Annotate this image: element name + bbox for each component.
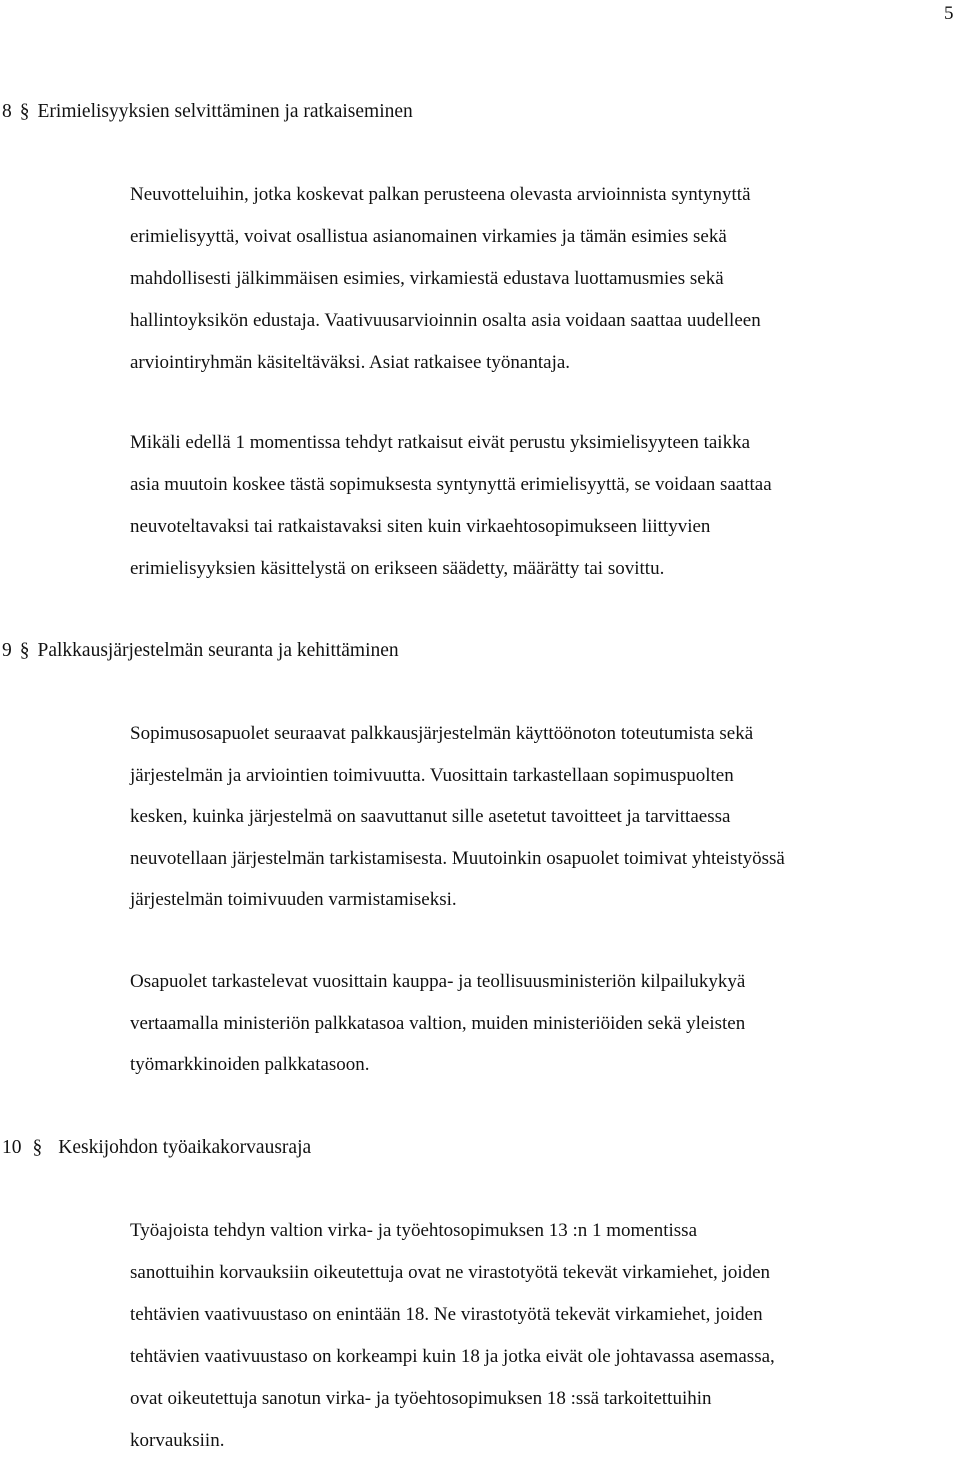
section-number: 9 bbox=[2, 640, 12, 661]
text-line: tehtävien vaativuustaso on enintään 18. Ne virastotyötä tekevät virkamiehet, joiden bbox=[130, 1304, 763, 1325]
text-line: neuvotellaan järjestelmän tarkistamisesta. Muutoinkin osapuolet toimivat yhteistyössä bbox=[130, 847, 785, 869]
section-title: Palkkausjärjestelmän seuranta ja kehittäminen bbox=[37, 640, 399, 661]
text-line: erimielisyyttä, voivat osallistua asianomainen virkamies ja tämän esimies sekä bbox=[130, 226, 727, 247]
text-line: vertaamalla ministeriön palkkatasoa valtion, muiden ministeriöiden sekä yleisten bbox=[130, 1012, 746, 1034]
text-line: järjestelmän ja arviointien toimivuutta. Vuosittain tarkastellaan sopimuspuolten bbox=[130, 764, 734, 786]
text-line: työmarkkinoiden palkkatasoon. bbox=[130, 1054, 370, 1075]
text-line: Neuvotteluihin, jotka koskevat palkan perusteena olevasta arvioinnista syntynyttä bbox=[130, 184, 751, 205]
text-line: asia muutoin koskee tästä sopimuksesta syntynyttä erimielisyyttä, se voidaan saattaa bbox=[130, 474, 772, 495]
text-line: neuvoteltavaksi tai ratkaistavaksi siten kuin virkaehtosopimukseen liittyvien bbox=[130, 516, 711, 537]
section-symbol: § bbox=[19, 101, 30, 122]
section-heading-9 bbox=[2, 638, 399, 664]
text-line: järjestelmän toimivuuden varmistamiseksi. bbox=[130, 889, 457, 910]
section-heading-8 bbox=[2, 99, 413, 125]
text-line: ovat oikeutettuja sanotun virka- ja työehtosopimuksen 18 :ssä tarkoitettuihin bbox=[130, 1388, 712, 1409]
page-number: 5 bbox=[944, 3, 954, 24]
text-line: hallintoyksikön edustaja. Vaativuusarvioinnin osalta asia voidaan saattaa uudelleen bbox=[130, 310, 761, 331]
text-line: Sopimusosapuolet seuraavat palkkausjärjestelmän käyttöönoton toteutumista sekä bbox=[130, 723, 754, 744]
section-title: Erimielisyyksien selvittäminen ja ratkaiseminen bbox=[37, 101, 413, 122]
section-symbol: § bbox=[19, 640, 30, 661]
text-line: Osapuolet tarkastelevat vuosittain kauppa- ja teollisuusministeriön kilpailukykyä bbox=[130, 971, 746, 992]
text-line: sanottuihin korvauksiin oikeutettuja ovat ne virastotyötä tekevät virkamiehet, joiden bbox=[130, 1262, 771, 1283]
paragraph bbox=[130, 174, 930, 384]
text-line: Työajoista tehdyn valtion virka- ja työehtosopimuksen 13 :n 1 momentissa bbox=[130, 1220, 698, 1241]
text-line: arviointiryhmän käsiteltäväksi. Asiat ratkaisee työnantaja. bbox=[130, 352, 571, 373]
text-line: tehtävien vaativuustaso on korkeampi kuin 18 ja jotka eivät ole johtavassa asemassa, bbox=[130, 1346, 775, 1367]
section-number: 8 bbox=[2, 101, 12, 122]
section-symbol: § bbox=[32, 1137, 43, 1158]
section-number: 10 bbox=[2, 1137, 22, 1158]
text-line: erimielisyyksien käsittelystä on erikseen säädetty, määrätty tai sovittu. bbox=[130, 558, 665, 579]
section-title: Keskijohdon työaikakorvausraja bbox=[58, 1137, 312, 1158]
text-line: mahdollisesti jälkimmäisen esimies, virkamiestä edustava luottamusmies sekä bbox=[130, 268, 724, 289]
text-line: kesken, kuinka järjestelmä on saavuttanut sille asetetut tavoitteet ja tarvittaessa bbox=[130, 806, 731, 827]
text-line: Mikäli edellä 1 momentissa tehdyt ratkaisut eivät perustu yksimielisyyteen taikka bbox=[130, 432, 750, 453]
paragraph bbox=[130, 961, 930, 1086]
section-heading-10 bbox=[2, 1135, 311, 1161]
paragraph bbox=[130, 1210, 930, 1462]
text-line: korvauksiin. bbox=[130, 1430, 225, 1451]
paragraph bbox=[130, 713, 930, 921]
paragraph bbox=[130, 422, 930, 590]
